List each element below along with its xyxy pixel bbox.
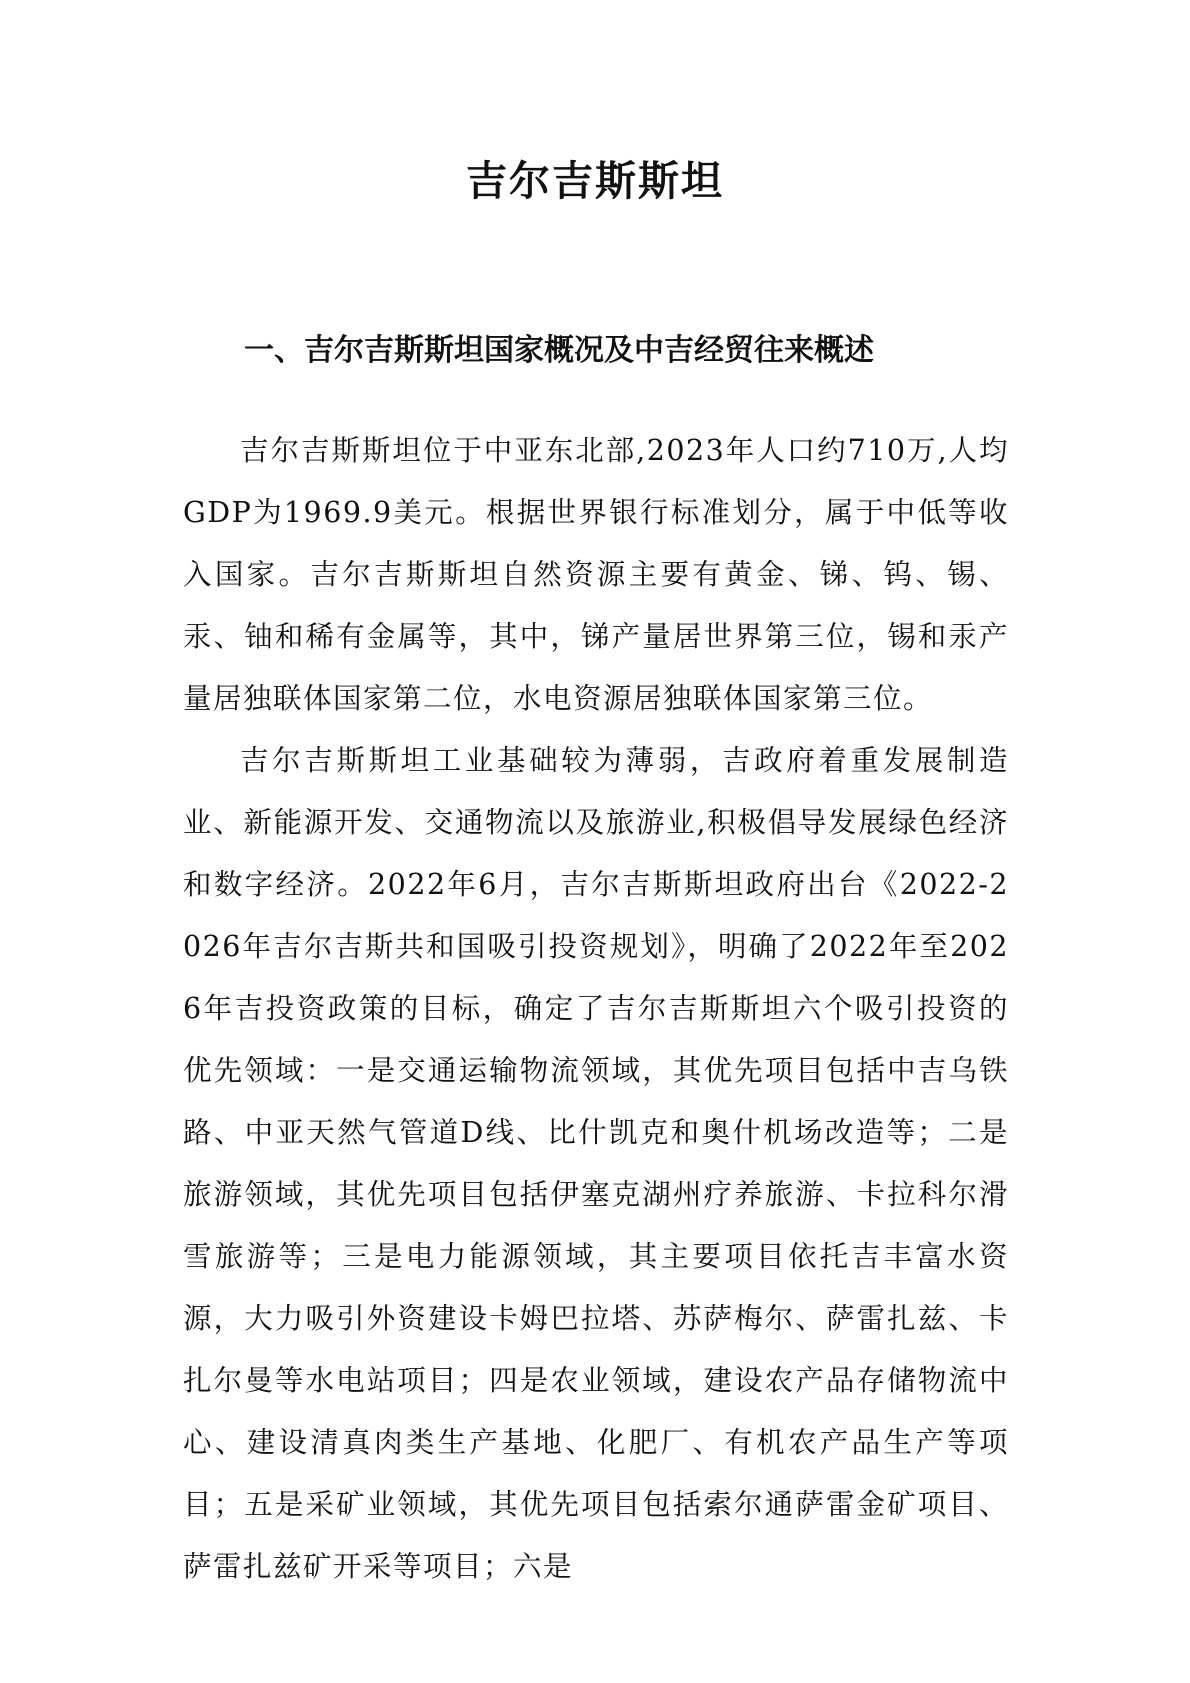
section-heading: 一、吉尔吉斯斯坦国家概况及中吉经贸往来概述 (244, 333, 874, 368)
document-body (183, 420, 1009, 1598)
paragraph-industry: 吉尔吉斯斯坦工业基础较为薄弱，吉政府着重发展制造业、新能源开发、交通物流以及旅游业,积极倡导发展绿色经济和数字经济。2022年6月，吉尔吉斯斯坦政府出台《2022-2026年吉尔吉斯共和国吸引投资规划》，明确了2022年至2026年吉投资政策的目标，确定了吉尔吉斯斯坦六个吸引投资的优先领域：一是交通运输物流领域，其优先项目包括中吉乌铁路、中亚天然气管道D线、比什凯克和奥什机场改造等；二是旅游领域，其优先项目包括伊塞克湖州疗养旅游、卡拉科尔滑雪旅游等；三是电力能源领域，其主要项目依托吉丰富水资源，大力吸引外资建设卡姆巴拉塔、苏萨梅尔、萨雷扎兹、卡扎尔曼等水电站项目；四是农业领域，建设农产品存储物流中心、建设清真肉类生产基地、化肥厂、有机农产品生产等项目；五是采矿业领域，其优先项目包括索尔通萨雷金矿项目、萨雷扎兹矿开采等项目；六是 (183, 744, 1009, 1583)
paragraph-overview: 吉尔吉斯斯坦位于中亚东北部,2023年人口约710万,人均GDP为1969.9美元。根据世界银行标准划分，属于中低等收入国家。吉尔吉斯斯坦自然资源主要有黄金、锑、钨、锡、汞、铀和稀有金属等，其中，锑产量居世界第三位，锡和汞产量居独联体国家第二位，水电资源居独联体国家第三位。 (183, 434, 1009, 715)
document-title: 吉尔吉斯斯坦 (466, 157, 724, 205)
